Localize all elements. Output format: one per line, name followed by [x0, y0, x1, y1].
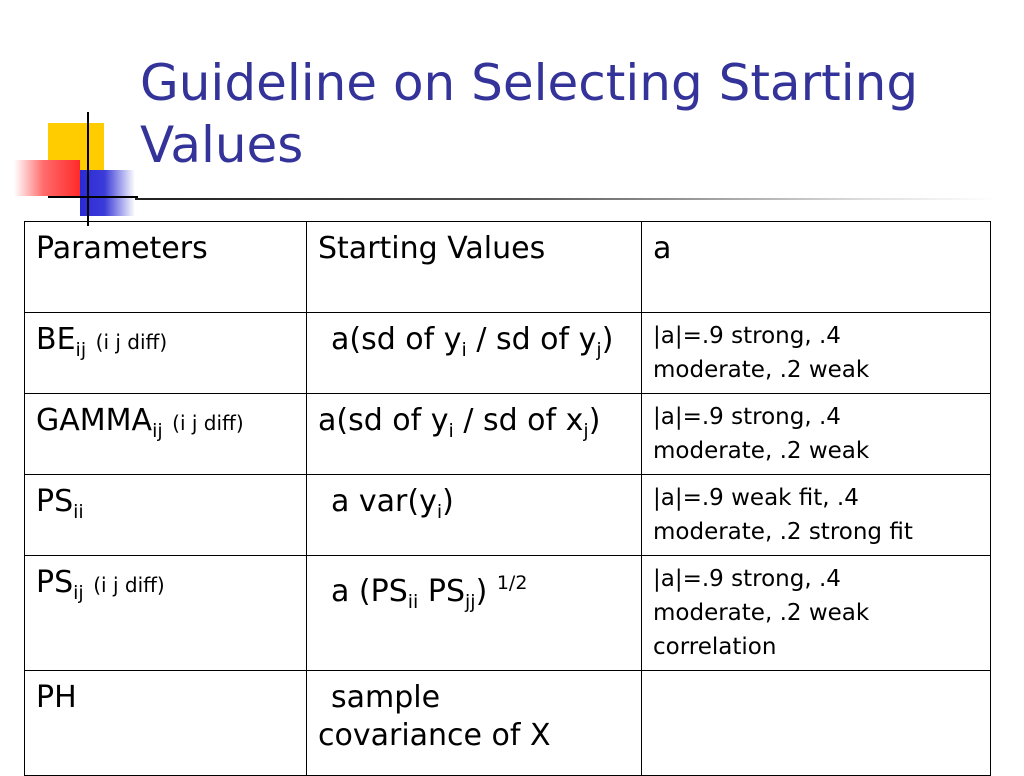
parameter-cell: $PS_{ij}$ (i j diff) [25, 556, 307, 671]
guideline-cell: |a|=.9 strong, .4 moderate, .2 weak [642, 313, 991, 394]
table-row [25, 671, 991, 776]
slide-title-line-1: Guideline on Selecting Starting [140, 54, 919, 112]
logo-red-square [14, 160, 80, 196]
starting-value-cell: a(sd of $y_i$ / sd of $y_j$) [307, 313, 642, 394]
header-starting-values: Starting Values [307, 222, 642, 313]
header-parameters: Parameters [25, 222, 307, 313]
starting-values-table [24, 221, 991, 776]
guideline-cell: |a|=.9 strong, .4 moderate, .2 weak [642, 394, 991, 475]
table-header-row [25, 222, 991, 313]
guideline-cell: |a|=.9 weak fit, .4 moderate, .2 strong fit [642, 475, 991, 556]
guideline-cell [642, 671, 991, 776]
logo-vertical-line [87, 112, 89, 226]
slide-title-line-2: Values [140, 116, 304, 174]
header-a: a [642, 222, 991, 313]
starting-value-cell: sample covariance of X [307, 671, 642, 776]
guideline-cell: |a|=.9 strong, .4 moderate, .2 weak correlation [642, 556, 991, 671]
title-underline-rule [135, 198, 995, 200]
logo-horizontal-line [48, 196, 138, 198]
table-row [25, 313, 991, 394]
parameter-cell: PH [25, 671, 307, 776]
starting-value-cell: a(sd of $y_i$ / sd of $x_j$) [307, 394, 642, 475]
starting-value-cell: a ($PS_{ii}$ $PS_{jj}$) $^{1/2}$ [307, 556, 642, 671]
table-row [25, 556, 991, 671]
parameter-cell: $GAMMA_{ij}$ (i j diff) [25, 394, 307, 475]
slide-title [140, 52, 1000, 176]
parameter-cell: $BE_{ij}$ (i j diff) [25, 313, 307, 394]
table-row [25, 475, 991, 556]
table-row [25, 394, 991, 475]
starting-value-cell: a $var(y_i)$ [307, 475, 642, 556]
parameter-cell: $PS_{ii}$ [25, 475, 307, 556]
